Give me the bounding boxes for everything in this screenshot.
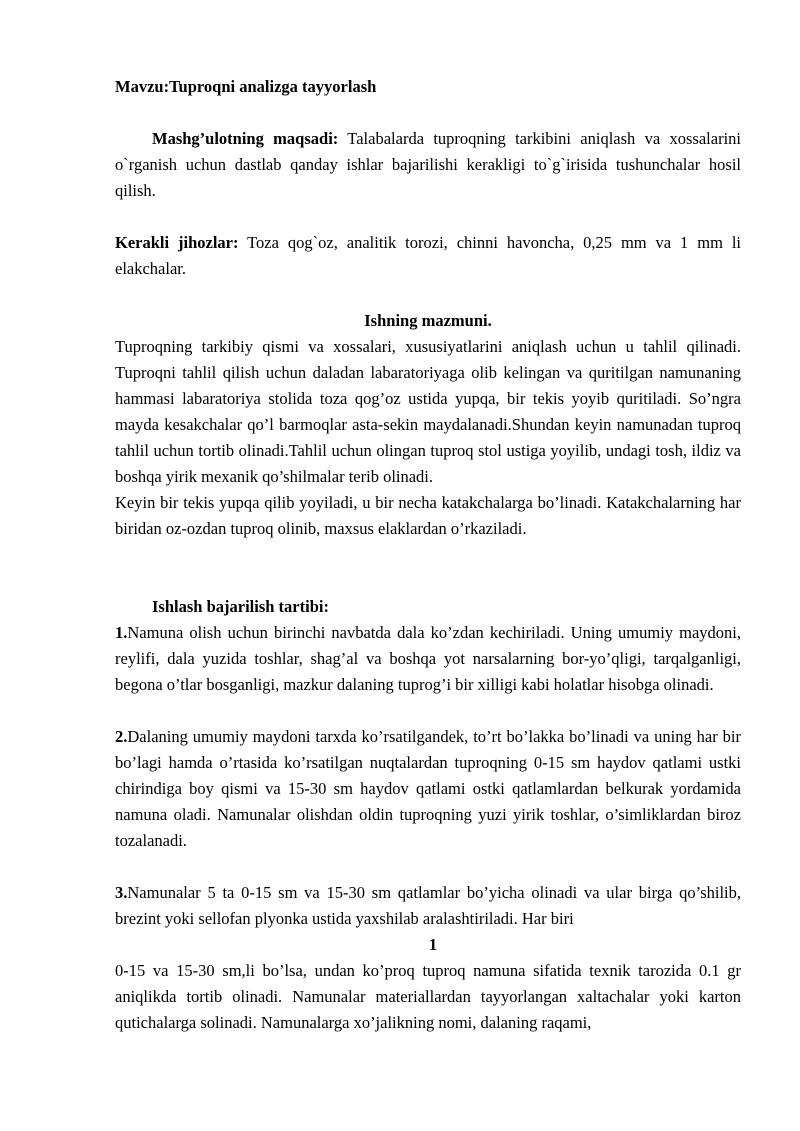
goal-label: Mashg’ulotning maqsadi:	[152, 129, 339, 148]
step-1-number: 1.	[115, 623, 128, 642]
procedure-heading-text: Ishlash bajarilish tartibi:	[152, 597, 329, 616]
step-1	[115, 620, 741, 698]
step-3-number: 3.	[115, 883, 128, 902]
procedure-heading	[115, 594, 741, 620]
equipment-text: Toza qog`oz, analitik torozi, chinni havoncha, 0,25 mm va 1 mm li elakchalar.	[115, 233, 742, 278]
page-number: 1	[428, 935, 438, 954]
content-heading: Ishning mazmuni.	[364, 311, 492, 330]
step-2-number: 2.	[115, 727, 128, 746]
equipment-paragraph	[115, 230, 741, 282]
goal-paragraph	[115, 126, 741, 204]
content-paragraph-2: Keyin bir tekis yupqa qilib yoyiladi, u bir necha katakchalarga bo’linadi. Katakchalarning har biridan oz-ozdan tuproq olinib, maxsus elaklardan o’rkaziladi.	[115, 493, 741, 538]
goal-text: Talabalarda tuproqning tarkibini aniqlash va xossalarini o`rganish uchun dastlab qanday ishlar bajarilishi kerakligi to`g`irisida tushunchalar hosil qilish.	[115, 129, 741, 200]
step-2-text: Dalaning umumiy maydoni tarxda ko’rsatilgandek, to’rt bo’lakka bo’linadi va uning har bir bo’lagi hamda o’rtasida ko’rsatilgan nuqtalardan tuproqning 0-15 sm haydov qatlami ustki chirindiga boy qismi va 15-30 sm haydov qatlami ostki qatlamlardan belkurak yordamida namuna oladi. Namunalar olishdan oldin tuproqning yuzi yirik toshlar, o’simliklardan biroz tozalanadi.	[115, 727, 741, 850]
step-1-text: Namuna olish uchun birinchi navbatda dala ko’zdan kechiriladi. Uning umumiy maydoni, reylifi, dala yuzida toshlar, shag’al va boshqa yot narsalarning bor-yo’qligi, tarqalganligi, begona o’tlar bosganligi, mazkur dalaning tuprog’i bir xilligi kabi holatlar hisobga olinadi.	[115, 623, 741, 694]
page-title: Mavzu:Tuproqni analizga tayyorlash	[115, 77, 377, 96]
equipment-label: Kerakli jihozlar:	[115, 233, 239, 252]
step-3-text: Namunalar 5 ta 0-15 sm va 15-30 sm qatlamlar bo’yicha olinadi va ular birga qo’shilib, brezint yoki sellofan plyonka ustida yaxshilab aralashtiriladi. Har biri	[115, 883, 741, 928]
content-paragraph-1: Tuproqning tarkibiy qismi va xossalari, xususiyatlarini aniqlash uchun u tahlil qilinadi. Tuproqni tahlil qilish uchun daladan labaratoriyaga olib kelingan va quritilgan namunaning hammasi labaratoriya stolida toza qog’oz ustida yupqa, bir tekis yoyib quritiladi. So’ngra mayda kesakchalar qo’l barmoqlar asta-sekin maydalanadi.Shundan keyin namunadan tuproq tahlil uchun tortib olinadi.Tahlil uchun olingan tuproq stol ustiga yoyilib, undagi tosh, ildiz va boshqa yirik mexanik qo’shilmalar terib olinadi.	[115, 337, 741, 486]
continuation-paragraph: 0-15 va 15-30 sm,li bo’lsa, undan ko’proq tuproq namuna sifatida texnik tarozida 0.1 gr aniqlikda tortib olinadi. Namunalar materiallardan tayyorlangan xaltachalar yoki karton qutichalarga solinadi. Namunalarga xo’jalikning nomi, dalaning raqami,	[115, 961, 741, 1032]
step-2	[115, 724, 741, 854]
document-body	[115, 74, 741, 1036]
step-3	[115, 880, 741, 932]
